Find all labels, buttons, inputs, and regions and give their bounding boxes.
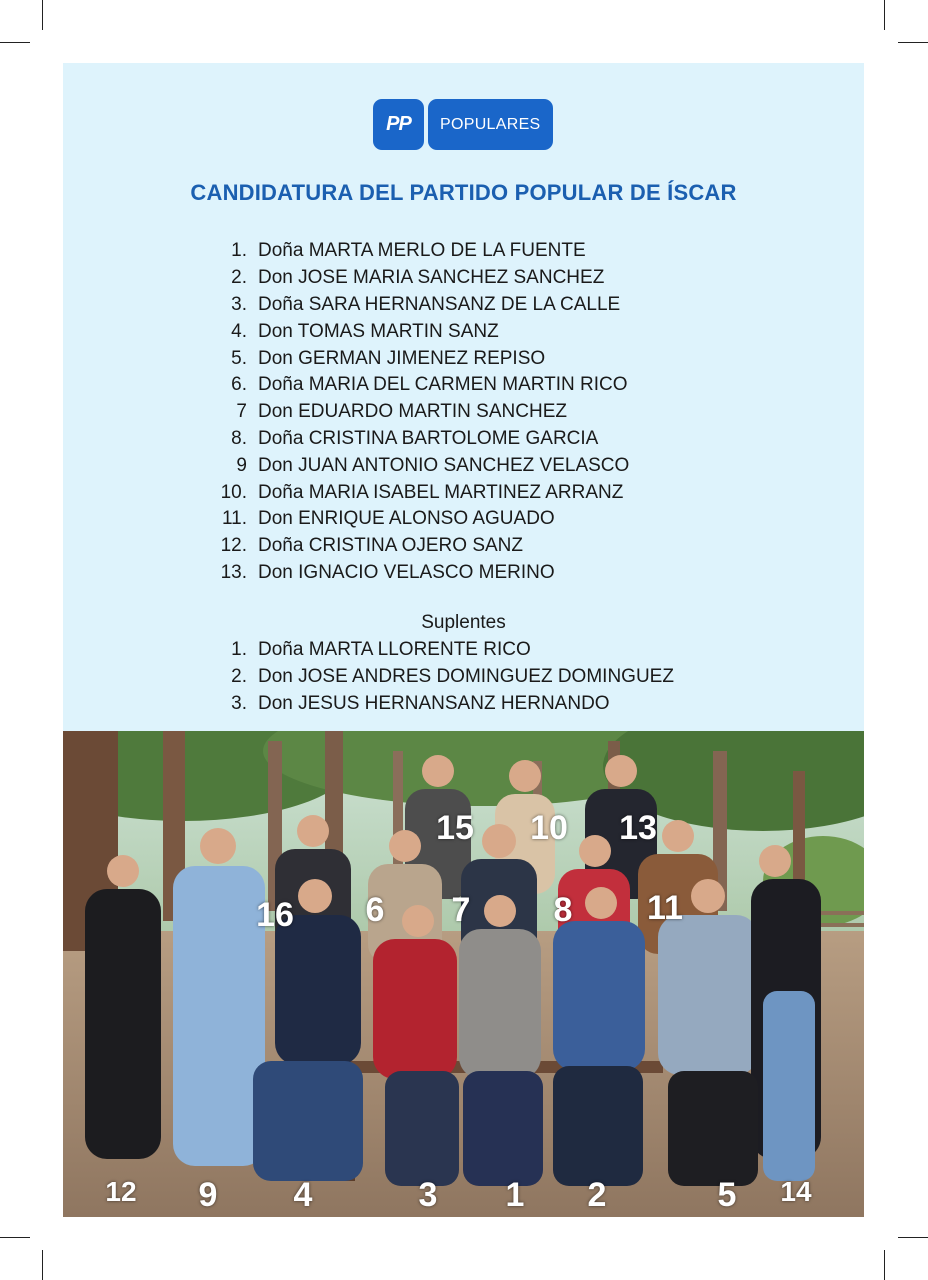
photo-number-tag: 10 [530, 809, 568, 847]
photo-number-tag: 3 [418, 1176, 438, 1214]
list-item-name: Doña MARIA DEL CARMEN MARTIN RICO [258, 374, 628, 396]
list-item-name: Don GERMAN JIMENEZ REPISO [258, 347, 546, 369]
crop-mark [898, 42, 928, 43]
list-item-name: Doña SARA HERNANSANZ DE LA CALLE [258, 293, 621, 315]
photo-number-tag: 5 [717, 1176, 737, 1214]
list-item-number: 3. [231, 692, 247, 714]
crop-mark [884, 1250, 885, 1280]
list-item-number: 2. [231, 267, 247, 289]
list-item-number: 3. [231, 293, 247, 315]
list-item [203, 265, 803, 292]
list-item-name: Doña MARTA LLORENTE RICO [258, 639, 531, 661]
list-item-name: Don ENRIQUE ALONSO AGUADO [258, 508, 555, 530]
photo-number-tag: 13 [619, 809, 657, 847]
list-item-name: Doña MARIA ISABEL MARTINEZ ARRANZ [258, 481, 624, 503]
list-item-number: 7 [236, 401, 247, 423]
list-item-name: Don JESUS HERNANSANZ HERNANDO [258, 692, 610, 714]
list-item-number: 1. [231, 240, 247, 262]
candidate-panel [63, 63, 864, 731]
photo-number-tag: 7 [451, 891, 471, 929]
photo-number-tag: 6 [365, 891, 385, 929]
list-item-name: Don JOSE MARIA SANCHEZ SANCHEZ [258, 267, 605, 289]
list-item-number: 5. [231, 347, 247, 369]
list-item-name: Doña CRISTINA OJERO SANZ [258, 535, 524, 557]
list-item-name: Don EDUARDO MARTIN SANCHEZ [258, 401, 567, 423]
list-item [203, 372, 803, 399]
list-item [203, 506, 803, 533]
list-item-number: 11. [221, 508, 247, 530]
photo-number-tag: 2 [587, 1176, 607, 1214]
list-item-name: Don IGNACIO VELASCO MERINO [258, 561, 555, 583]
list-item [203, 533, 803, 560]
photo-number-tag: 16 [256, 896, 294, 934]
page-title: CANDIDATURA DEL PARTIDO POPULAR DE ÍSCAR [190, 180, 737, 205]
photo-number-tag: 11 [647, 889, 683, 927]
photo-number-tag: 14 [780, 1176, 812, 1207]
list-item [203, 345, 803, 372]
crop-mark [884, 0, 885, 30]
list-item-number: 10. [220, 481, 247, 503]
list-item [203, 238, 803, 265]
photo-number-tag: 12 [105, 1176, 137, 1207]
group-photo-illustration [63, 731, 864, 1217]
list-item [203, 318, 803, 345]
suplentes-list [203, 637, 823, 717]
list-item-name: Doña CRISTINA BARTOLOME GARCIA [258, 427, 599, 449]
pp-logo-mark [373, 99, 424, 150]
suplentes-heading: Suplentes [421, 612, 506, 633]
crop-mark [42, 0, 43, 30]
photo-number-tag: 4 [293, 1176, 313, 1214]
list-item-name: Don JUAN ANTONIO SANCHEZ VELASCO [258, 454, 630, 476]
list-item-number: 12. [220, 535, 247, 557]
crop-mark [898, 1237, 928, 1238]
crop-mark [0, 1237, 30, 1238]
list-item-name: Doña MARTA MERLO DE LA FUENTE [258, 240, 586, 262]
crop-mark [0, 42, 30, 43]
list-item-number: 4. [231, 320, 247, 342]
photo-number-tag: 15 [436, 809, 474, 847]
photo-number-tag: 8 [553, 891, 573, 929]
list-item [203, 426, 803, 453]
candidate-list [203, 238, 803, 586]
list-item-number: 8. [231, 427, 247, 449]
pp-logo [373, 99, 553, 150]
list-item-name: Don JOSE ANDRES DOMINGUEZ DOMINGUEZ [258, 666, 674, 688]
photo-number-tag: 9 [198, 1176, 218, 1214]
pp-logo-wordmark: POPULARES [428, 99, 553, 150]
list-item-number: 1. [231, 639, 247, 661]
list-item [203, 292, 803, 319]
list-item [203, 691, 823, 718]
list-item-number: 9 [236, 454, 247, 476]
list-item-number: 2. [231, 666, 247, 688]
crop-mark [42, 1250, 43, 1280]
pp-logo-letters: PP [386, 113, 411, 135]
list-item [203, 399, 803, 426]
photo-number-tag: 1 [505, 1176, 525, 1214]
list-item [203, 560, 803, 587]
list-item-number: 6. [231, 374, 247, 396]
list-item-name: Don TOMAS MARTIN SANZ [258, 320, 499, 342]
list-item-number: 13. [220, 561, 247, 583]
list-item [203, 637, 823, 664]
group-photo [63, 731, 864, 1217]
list-item [203, 664, 823, 691]
list-item [203, 452, 803, 479]
list-item [203, 479, 803, 506]
